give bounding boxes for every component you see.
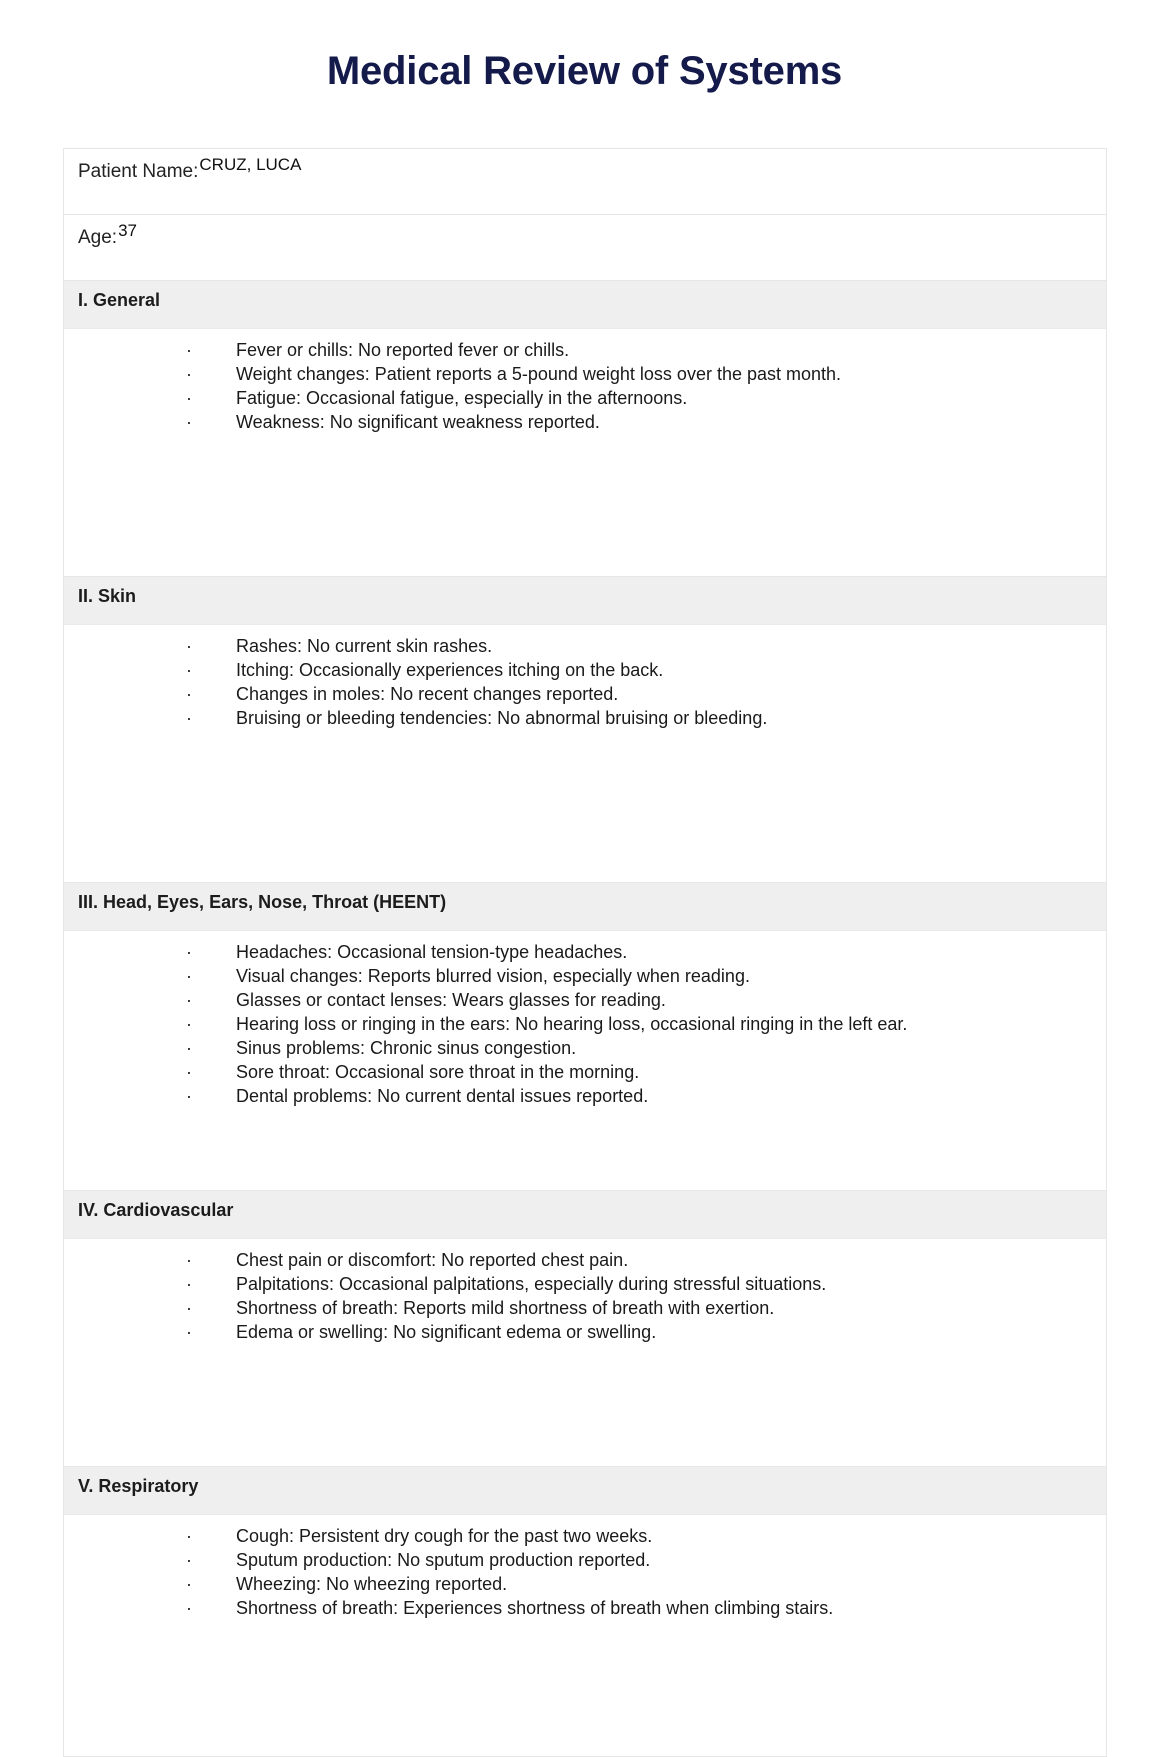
list-item-text: Glasses or contact lenses: Wears glasses for reading. — [236, 990, 666, 1010]
age-label: Age: — [78, 227, 118, 248]
symptom-list-respiratory — [64, 1524, 1096, 1620]
list-item-text: Sore throat: Occasional sore throat in the morning. — [236, 1062, 640, 1082]
symptom-list-general — [64, 338, 1096, 434]
section-header-cardiovascular — [64, 1191, 1107, 1239]
list-item — [64, 1548, 1096, 1572]
bullet-icon: · — [186, 636, 192, 656]
bullet-icon: · — [186, 660, 192, 680]
section-title: I. General — [78, 290, 161, 310]
list-item-text: Sinus problems: Chronic sinus congestion. — [236, 1038, 577, 1058]
bullet-icon: · — [186, 412, 192, 432]
section-body-respiratory — [64, 1515, 1107, 1757]
section-body-heent — [64, 931, 1107, 1191]
list-item — [64, 1012, 1096, 1036]
list-item-text: Visual changes: Reports blurred vision, especially when reading. — [236, 966, 750, 986]
list-item-text: Wheezing: No wheezing reported. — [236, 1574, 508, 1594]
section-header-heent — [64, 883, 1107, 931]
list-item-text: Edema or swelling: No significant edema or swelling. — [236, 1322, 657, 1342]
list-item — [64, 1084, 1096, 1108]
bullet-icon: · — [186, 1014, 192, 1034]
symptom-list-heent — [64, 940, 1096, 1108]
bullet-icon: · — [186, 1550, 192, 1570]
bullet-icon: · — [186, 684, 192, 704]
list-item — [64, 1296, 1096, 1320]
bullet-icon: · — [186, 1086, 192, 1106]
section-header-general — [64, 281, 1107, 329]
list-item — [64, 362, 1096, 386]
bullet-icon: · — [186, 1298, 192, 1318]
list-item — [64, 1524, 1096, 1548]
bullet-icon: · — [186, 1274, 192, 1294]
bullet-icon: · — [186, 1038, 192, 1058]
list-item — [64, 940, 1096, 964]
list-item — [64, 658, 1096, 682]
list-item-text: Itching: Occasionally experiences itching on the back. — [236, 660, 664, 680]
list-item-text: Bruising or bleeding tendencies: No abnormal bruising or bleeding. — [236, 708, 768, 728]
list-item-text: Headaches: Occasional tension-type headaches. — [236, 942, 628, 962]
list-item-text: Cough: Persistent dry cough for the past two weeks. — [236, 1526, 653, 1546]
review-of-systems-table — [63, 148, 1107, 1757]
list-item-text: Hearing loss or ringing in the ears: No hearing loss, occasional ringing in the left ear. — [236, 1014, 908, 1034]
bullet-icon: · — [186, 990, 192, 1010]
list-item — [64, 634, 1096, 658]
patient-name-label: Patient Name: — [78, 161, 199, 182]
list-item-text: Shortness of breath: Reports mild shortness of breath with exertion. — [236, 1298, 775, 1318]
section-title: III. Head, Eyes, Ears, Nose, Throat (HEENT) — [78, 892, 447, 912]
page-title: Medical Review of Systems — [326, 49, 843, 93]
list-item-text: Chest pain or discomfort: No reported chest pain. — [236, 1250, 629, 1270]
age-value[interactable]: 37 — [118, 221, 138, 240]
list-item-text: Changes in moles: No recent changes reported. — [236, 684, 619, 704]
bullet-icon: · — [186, 1250, 192, 1270]
section-title: IV. Cardiovascular — [78, 1200, 234, 1220]
section-body-skin — [64, 625, 1107, 883]
bullet-icon: · — [186, 1062, 192, 1082]
symptom-list-skin — [64, 634, 1096, 730]
list-item — [64, 682, 1096, 706]
list-item-text: Dental problems: No current dental issues reported. — [236, 1086, 649, 1106]
list-item-text: Weight changes: Patient reports a 5-pound weight loss over the past month. — [236, 364, 842, 384]
section-body-cardiovascular — [64, 1239, 1107, 1467]
patient-name-value[interactable]: CRUZ, LUCA — [199, 155, 302, 174]
section-header-respiratory — [64, 1467, 1107, 1515]
section-title: V. Respiratory — [78, 1476, 199, 1496]
list-item-text: Shortness of breath: Experiences shortness of breath when climbing stairs. — [236, 1598, 834, 1618]
bullet-icon: · — [186, 1322, 192, 1342]
bullet-icon: · — [186, 708, 192, 728]
section-header-skin — [64, 577, 1107, 625]
age-row — [64, 215, 1107, 281]
list-item — [64, 1572, 1096, 1596]
bullet-icon: · — [186, 1526, 192, 1546]
bullet-icon: · — [186, 942, 192, 962]
list-item — [64, 1272, 1096, 1296]
bullet-icon: · — [186, 1598, 192, 1618]
list-item — [64, 1596, 1096, 1620]
bullet-icon: · — [186, 966, 192, 986]
symptom-list-cardiovascular — [64, 1248, 1096, 1344]
list-item — [64, 1036, 1096, 1060]
patient-name-row — [64, 149, 1107, 215]
list-item-text: Weakness: No significant weakness reported. — [236, 412, 600, 432]
list-item — [64, 386, 1096, 410]
list-item-text: Fever or chills: No reported fever or chills. — [236, 340, 570, 360]
list-item — [64, 410, 1096, 434]
age-cell[interactable] — [64, 215, 1107, 281]
list-item — [64, 1320, 1096, 1344]
list-item — [64, 988, 1096, 1012]
list-item — [64, 706, 1096, 730]
bullet-icon: · — [186, 340, 192, 360]
list-item — [64, 1060, 1096, 1084]
list-item-text: Palpitations: Occasional palpitations, especially during stressful situations. — [236, 1274, 827, 1294]
bullet-icon: · — [186, 1574, 192, 1594]
section-body-general — [64, 329, 1107, 577]
list-item — [64, 338, 1096, 362]
list-item-text: Rashes: No current skin rashes. — [236, 636, 493, 656]
list-item — [64, 964, 1096, 988]
bullet-icon: · — [186, 364, 192, 384]
list-item-text: Sputum production: No sputum production reported. — [236, 1550, 651, 1570]
list-item — [64, 1248, 1096, 1272]
section-title: II. Skin — [78, 586, 137, 606]
patient-name-cell[interactable] — [64, 149, 1107, 215]
list-item-text: Fatigue: Occasional fatigue, especially in the afternoons. — [236, 388, 688, 408]
bullet-icon: · — [186, 388, 192, 408]
